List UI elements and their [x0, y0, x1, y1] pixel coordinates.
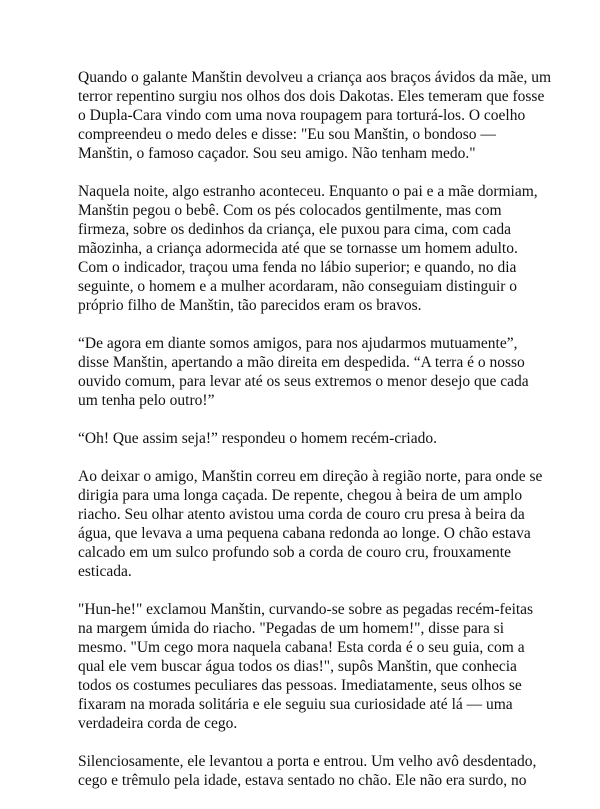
text-line: na margem úmida do riacho. "Pegadas de um homem!", disse para si	[78, 620, 505, 637]
text-line: Ao deixar o amigo, Manštin correu em direção à região norte, para onde se	[78, 468, 543, 485]
text-line: “Oh! Que assim seja!” respondeu o homem recém-criado.	[78, 430, 437, 447]
text-line: Com o indicador, traçou uma fenda no lábio superior; e quando, no dia	[78, 259, 517, 276]
text-line: riacho. Seu olhar atento avistou uma corda de couro cru presa à beira da	[78, 506, 525, 523]
text-line: verdadeira corda de cego.	[78, 715, 238, 732]
text-line: disse Manštin, apertando a mão direita em despedida. “A terra é o nosso	[78, 354, 525, 371]
text-line: ouvido comum, para levar até os seus extremos o menor desejo que cada	[78, 373, 529, 390]
text-line: “De agora em diante somos amigos, para nos ajudarmos mutuamente”,	[78, 335, 518, 352]
text-line: fixaram na morada solitária e ele seguiu sua curiosidade até lá — uma	[78, 696, 513, 713]
text-line: Naquela noite, algo estranho aconteceu. Enquanto o pai e a mãe dormiam,	[78, 183, 538, 200]
text-line: firmeza, sobre os dedinhos da criança, ele puxou para cima, com cada	[78, 221, 511, 238]
paragraph-2	[78, 182, 542, 315]
text-line: mãozinha, a criança adormecida até que se tornasse um homem adulto.	[78, 240, 518, 257]
paragraph-4	[78, 429, 542, 448]
text-line: compreendeu o medo deles e disse: "Eu sou Manštin, o bondoso —	[78, 126, 496, 143]
text-line: seguinte, o homem e a mulher acordaram, não conseguiam distinguir o	[78, 278, 518, 295]
text-line: terror repentino surgiu nos olhos dos dois Dakotas. Eles temeram que fosse	[78, 88, 545, 105]
text-line: qual ele vem buscar água todos os dias!", supôs Manštin, que conhecia	[78, 658, 517, 675]
text-line: um tenha pelo outro!”	[78, 392, 215, 409]
paragraph-3	[78, 334, 542, 410]
text-line: cego e trêmulo pela idade, estava sentado no chão. Ele não era surdo, no	[78, 772, 527, 789]
text-line: dirigia para uma longa caçada. De repente, chegou à beira de um amplo	[78, 487, 523, 504]
text-line: Quando o galante Manštin devolveu a criança aos braços ávidos da mãe, um	[78, 69, 552, 86]
text-line: Manštin, o famoso caçador. Sou seu amigo. Não tenham medo."	[78, 145, 476, 162]
paragraph-7	[78, 752, 542, 790]
text-line: Silenciosamente, ele levantou a porta e entrou. Um velho avô desdentado,	[78, 753, 537, 770]
paragraph-1	[78, 68, 552, 163]
text-line: "Hun-he!" exclamou Manštin, curvando-se sobre as pegadas recém-feitas	[78, 601, 534, 618]
text-line: mesmo. "Um cego mora naquela cabana! Esta corda é o seu guia, com a	[78, 639, 525, 656]
text-line: próprio filho de Manštin, tão parecidos eram os bravos.	[78, 297, 422, 314]
text-line: Manštin pegou o bebê. Com os pés colocados gentilmente, mas com	[78, 202, 502, 219]
text-line: água, que levava a uma pequena cabana redonda ao longe. O chão estava	[78, 525, 531, 542]
paragraph-5	[78, 467, 542, 581]
text-line: calcado em um sulco profundo sob a corda de couro cru, frouxamente	[78, 544, 511, 561]
text-line: o Dupla-Cara vindo com uma nova roupagem para torturá-los. O coelho	[78, 107, 526, 124]
paragraph-6	[78, 600, 542, 733]
text-line: todos os costumes peculiares das pessoas. Imediatamente, seus olhos se	[78, 677, 522, 694]
document-page	[78, 68, 552, 809]
text-line: esticada.	[78, 563, 132, 580]
